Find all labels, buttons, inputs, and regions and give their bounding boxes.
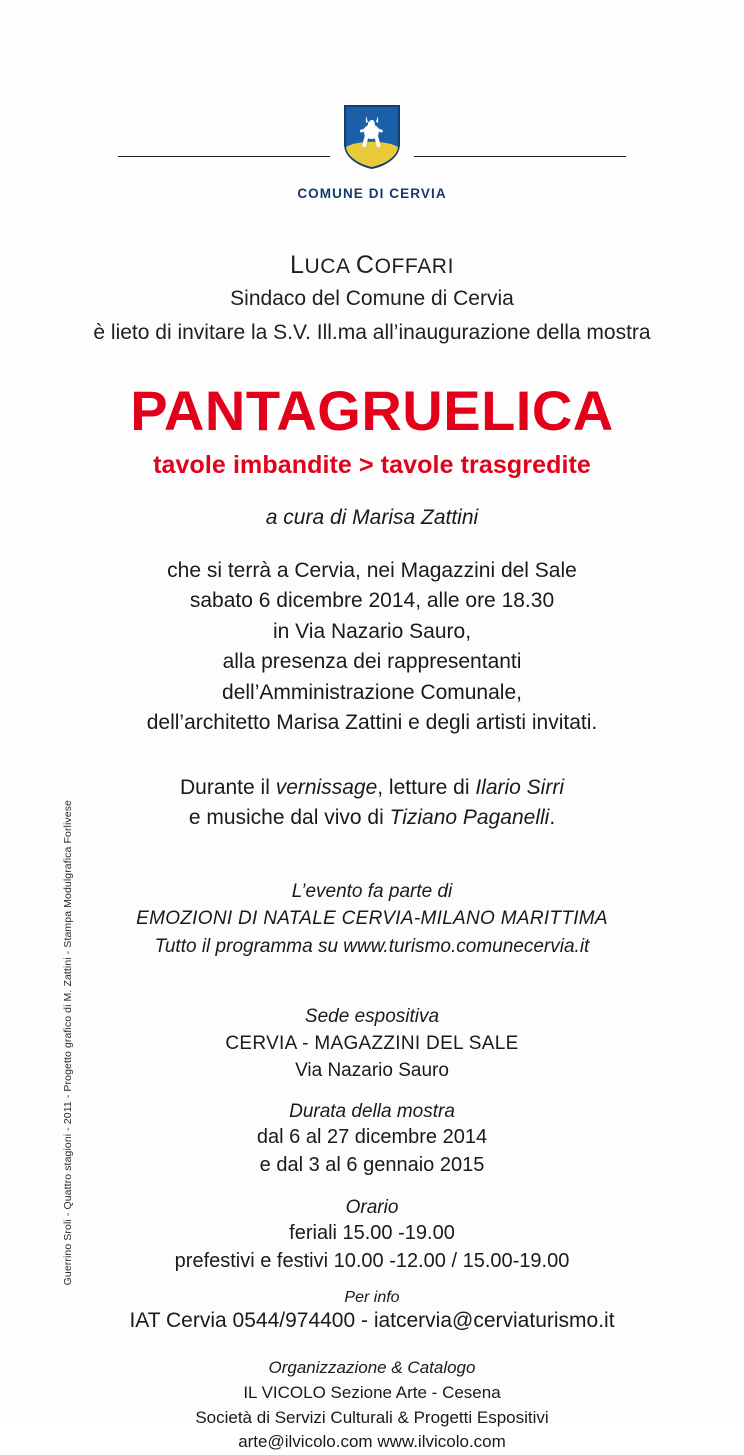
mayor-name (72, 250, 672, 281)
organization-line-1: IL VICOLO Sezione Arte - Cesena (243, 1383, 501, 1403)
event-detail-line: dell’Amministrazione Comunale, (222, 680, 522, 704)
mayor-firstname-cap: L (289, 251, 305, 279)
event-detail-line: in Via Nazario Sauro, (272, 619, 472, 643)
event-detail-line: dell’architetto Marisa Zattini e degli artisti invitati. (146, 711, 598, 735)
vernissage-text-a: Durante il (179, 775, 276, 799)
hours-line: prefestivi e festivi 10.00 -12.00 / 15.00-19.00 (174, 1250, 570, 1273)
venue-label: Sede espositiva (304, 1006, 440, 1028)
document-header (0, 104, 744, 201)
vernissage-text-b: , letture di (377, 775, 476, 799)
comune-label: COMUNE DI CERVIA (297, 186, 447, 201)
musician-name: Tiziano Paganelli (389, 806, 550, 830)
header-rule-group (0, 104, 744, 176)
coat-of-arms-icon (343, 104, 401, 170)
invitation-intro-line: è lieto di invitare la S.V. Ill.ma all’inaugurazione della mostra (93, 320, 651, 344)
hours-label: Orario (345, 1197, 399, 1219)
exhibition-subtitle: tavole imbandite > tavole trasgredite (153, 451, 591, 480)
music-text: e musiche dal vivo di (188, 806, 390, 830)
hours-line: feriali 15.00 -19.00 (289, 1222, 455, 1245)
organization-line-2: Società di Servizi Culturali & Progetti Espositivi (195, 1407, 549, 1427)
event-program-url-line: Tutto il programma su www.turismo.comunecervia.it (154, 935, 590, 957)
event-program-name: EMOZIONI DI NATALE CERVIA-MILANO MARITTIMA (136, 908, 608, 930)
mayor-role: Sindaco del Comune di Cervia (230, 287, 514, 311)
side-credit-text: Guerrino Sroli - Quattro stagioni - 2011 - Progetto grafico di M. Zattini - Stampa Modulgrafica Forlivese (62, 800, 74, 1286)
hours-lines (72, 1219, 672, 1275)
music-text-end: . (549, 806, 556, 830)
event-program-intro: L’evento fa parte di (291, 880, 453, 902)
header-rule-right (414, 156, 626, 157)
event-program-block (72, 878, 672, 961)
duration-line: e dal 3 al 6 gennaio 2015 (259, 1154, 485, 1177)
vernissage-line-1 (72, 773, 672, 803)
info-label: Per info (344, 1289, 400, 1307)
event-detail-line: che si terrà a Cervia, nei Magazzini del Sale (167, 559, 577, 583)
duration-lines (72, 1123, 672, 1179)
vernissage-word-italic: vernissage (275, 775, 378, 799)
vernissage-block (72, 773, 672, 834)
organization-contacts[interactable]: arte@ilvicolo.com www.ilvicolo.com (238, 1432, 506, 1452)
duration-label: Durata della mostra (289, 1101, 455, 1123)
venue-address: Via Nazario Sauro (295, 1060, 449, 1082)
venue-place: CERVIA - MAGAZZINI DEL SALE (225, 1033, 519, 1055)
vernissage-line-2 (72, 803, 672, 833)
event-detail-line: alla presenza dei rappresentanti (222, 650, 522, 674)
event-details-block (72, 556, 672, 739)
event-detail-line: sabato 6 dicembre 2014, alle ore 18.30 (189, 589, 555, 613)
duration-line: dal 6 al 27 dicembre 2014 (256, 1126, 488, 1149)
reader-name: Ilario Sirri (475, 775, 565, 799)
exhibition-title: PANTAGRUELICA (130, 379, 614, 443)
mayor-lastname-cap: C (355, 251, 375, 279)
info-contact-line[interactable]: IAT Cervia 0544/974400 - iatcervia@cerviaturismo.it (129, 1309, 615, 1333)
curator-line: a cura di Marisa Zattini (265, 506, 479, 530)
mayor-firstname-rest: UCA (304, 255, 350, 278)
invitation-content (72, 250, 672, 1455)
mayor-lastname-rest: OFFARI (374, 255, 455, 278)
organization-block (72, 1356, 672, 1455)
organization-label: Organizzazione & Catalogo (268, 1358, 476, 1378)
venue-block (72, 1004, 672, 1085)
header-rule-left (118, 156, 330, 157)
